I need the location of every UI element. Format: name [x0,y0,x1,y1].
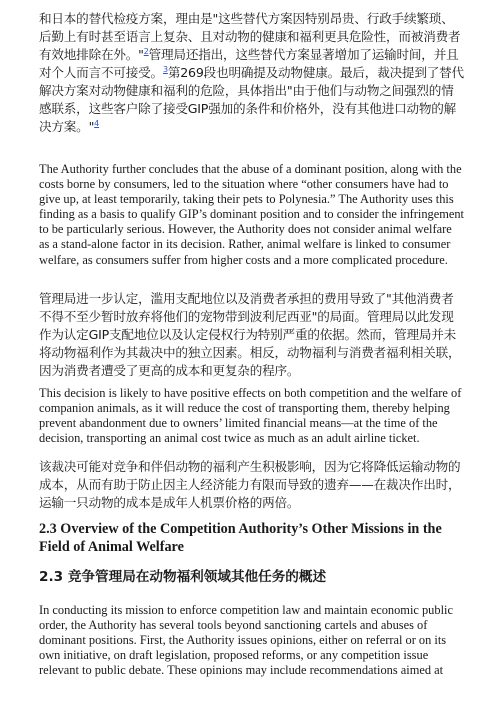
heading-text: 2.3 Overview of the Competition Authority’s Other Missions in the Field of Animal Welfare [39,521,442,555]
text-run: The Authority further concludes that the abuse of a dominant position, along with the costs borne by consumers, led to the situation where “other consumers have had to give up, at least temporarily, taking their pets to Polynesia.” The Authority uses this finding as a basis to qualify GIP’s dominant position and to consider the infringement to be particularly serious. However, the Authority does not consider animal welfare as a stand-alone factor in its decision. Rather, animal welfare is linked to consumer welfare, as consumers suffer from higher costs and a more complicated procedure. [39,162,465,267]
text-run: 第269段也明确提及动物健康。最后，裁决提到了替代解决方案对动物健康和福利的危险，具体指出"由于他们与动物之间强烈的情感联系，这些客户除了接受GIP强加的条件和价格外，没有其他进口动物的解决方案。" [39,65,464,134]
text-run: In conducting its mission to enforce competition law and maintain economic public order, the Authority has several tools beyond sanctioning cartels and abuses of dominant positions. First, the Authority issues opinions, either on referral or on its own initiative, on draft legislation, proposed reforms, or any competition issue relevant to public debate. These opinions may include recommendations aimed at [39,603,453,678]
footnote-link[interactable]: 2 [143,46,149,56]
paragraph-zh-1 [39,10,465,136]
paragraph-zh-3 [39,458,465,512]
paragraph-zh-2 [39,290,465,380]
section-heading-zh [39,568,465,586]
heading-text: 2.3 竞争管理局在动物福利领域其他任务的概述 [39,569,327,585]
paragraph-en-1 [39,162,465,268]
text-run: 管理局还指出，这些替代方案显著增加了运输时间，并且对个人而言不可接受。 [39,47,459,80]
text-run: This decision is likely to have positive effects on both competition and the welfare of companion animals, as it will reduce the cost of transporting them, thereby helping prevent abandonment due to owners’ limited financial means—at the time of the decision, transporting an animal cost twice as much as an adult airline ticket. [39,386,462,446]
footnote-link[interactable]: 3 [162,64,168,74]
paragraph-en-2 [39,386,465,446]
paragraph-en-3 [39,603,465,678]
text-run: 管理局进一步认定，滥用支配地位以及消费者承担的费用导致了"其他消费者不得不至少暂时放弃将他们的宠物带到波利尼西亚"的局面。管理局以此发现作为认定GIP支配地位以及认定侵权行为特别严重的依据。然而，管理局并未将动物福利作为其裁决中的独立因素。相反，动物福利与消费者福利相关联，因为消费者遭受了更高的成本和更复杂的程序。 [39,291,461,378]
section-heading-en [39,521,465,556]
text-run: 该裁决可能对竞争和伴侣动物的福利产生积极影响，因为它将降低运输动物的成本，从而有助于防止因主人经济能力有限而导致的遗弃——在裁决作出时，运输一只动物的成本是成年人机票价格的两倍。 [39,459,461,510]
footnote-link[interactable]: 4 [94,118,100,128]
footnote-ref-4[interactable] [94,119,99,128]
text-run: 和日本的替代检疫方案，理由是"这些替代方案因特别昂贵、行政手续繁琐、后勤上有时甚至语言上复杂、且对动物的健康和福利更具危险性，而被消费者有效地排除在外。" [39,11,461,62]
